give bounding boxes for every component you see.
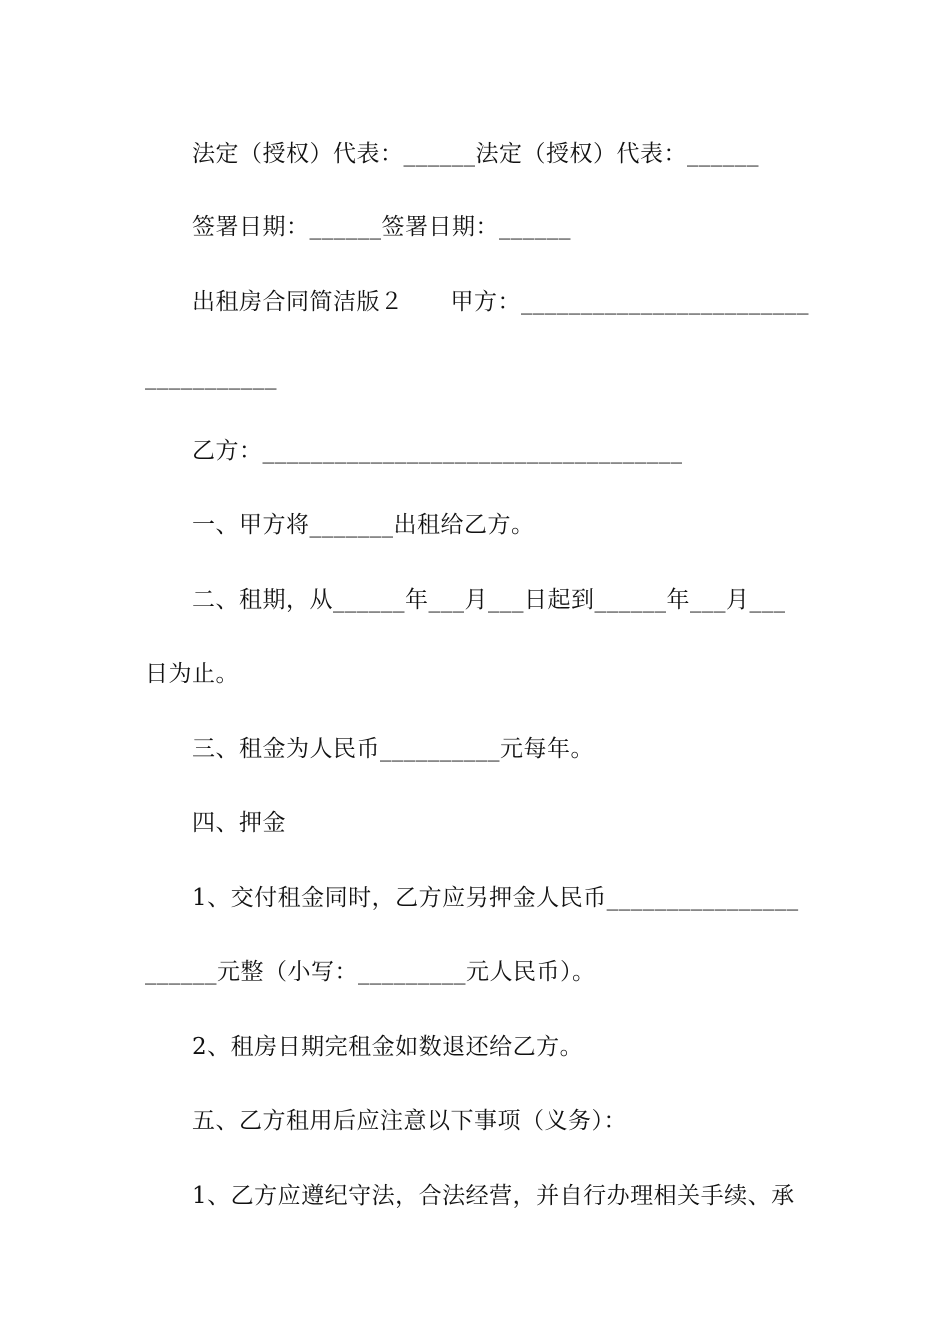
signing-date-line: 签署日期：______签署日期：______ [192,214,571,240]
clause-1-line: 一、甲方将_______出租给乙方。 [192,512,535,538]
clause-3-line: 三、租金为人民币__________元每年。 [192,736,594,762]
clause-4-heading: 四、押金 [192,810,286,836]
contract-title-party-a-line: 出租房合同简洁版２ 甲方：________________________ [192,289,809,315]
clause-2-continuation-line: 日为止。 [145,661,239,687]
clause-5-item-1-line: 1、乙方应遵纪守法，合法经营，并自行办理相关手续、承 [192,1183,795,1209]
clause-4-item-1-continuation-line: ______元整（小写：_________元人民币）。 [145,959,596,985]
clause-4-item-2-line: 2、租房日期完租金如数退还给乙方。 [192,1034,584,1060]
legal-representative-line: 法定（授权）代表：______法定（授权）代表：______ [192,141,759,167]
clause-2-line: 二、租期，从______年___月___日起到______年___月___ [192,587,786,613]
party-a-continuation-line: ___________ [145,364,277,390]
party-b-line: 乙方：___________________________________ [192,438,683,464]
clause-5-heading: 五、乙方租用后应注意以下事项（义务）： [192,1108,627,1134]
clause-4-item-1-line: 1、交付租金同时，乙方应另押金人民币________________ [192,885,799,911]
